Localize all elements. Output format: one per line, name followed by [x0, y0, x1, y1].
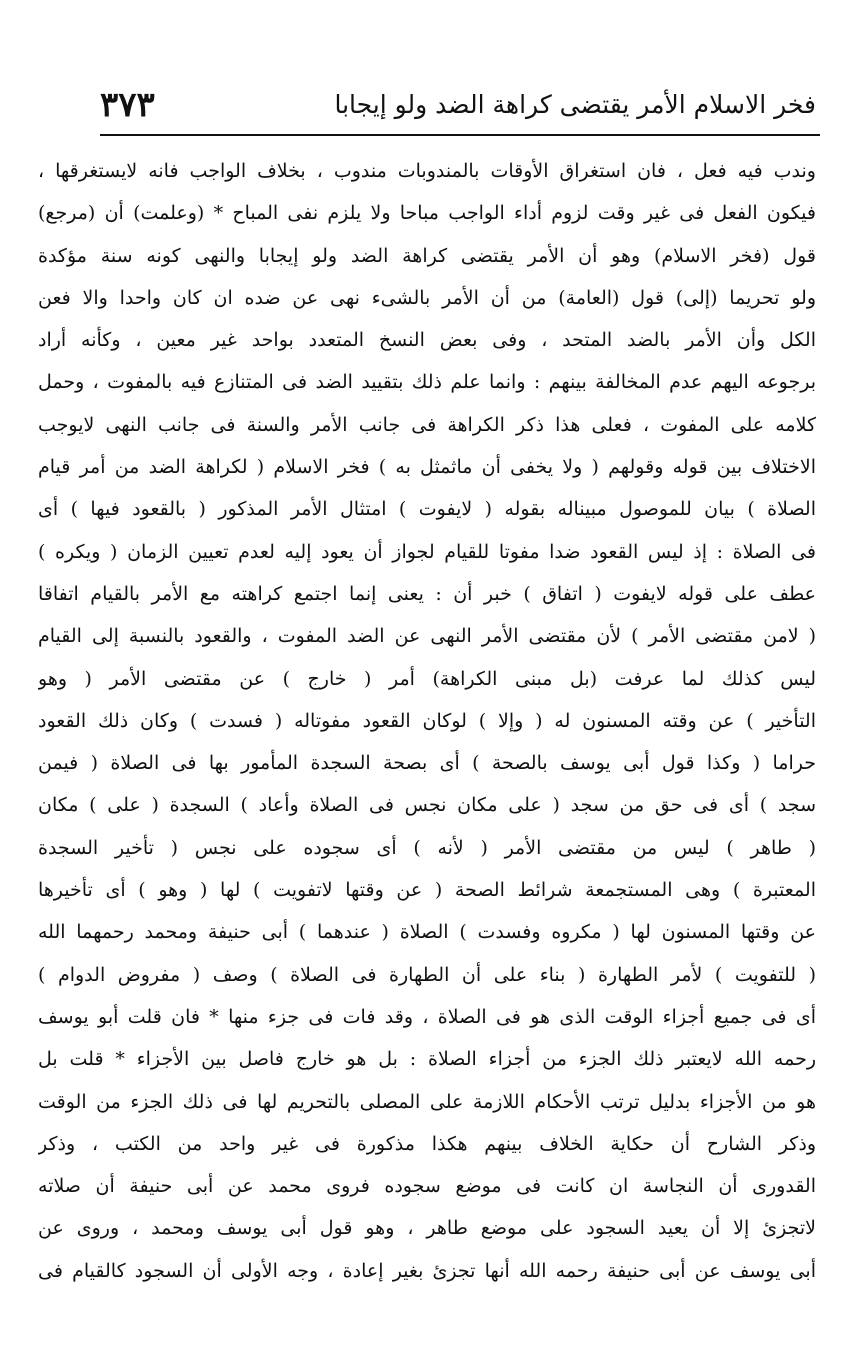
text-line: أى فى جميع أجزاء الوقت الذى هو فى الصلاة ، وقد فات فى جزء منها * فان قلت أبو يوسف [38, 1005, 816, 1028]
text-line: الكل وأن الأمر بالضد المتحد ، وفى بعض النسخ المتعدد بواحد غير معين ، وكأنه أراد [38, 329, 816, 352]
text-line: وندب فيه فعل ، فان استغراق الأوقات بالمندوبات مندوب ، بخلاف الواجب فانه لايستغرقها ، [38, 160, 816, 182]
text-line: ( طاهر ) ليس من مقتضى الأمر ( لأنه ) أى سجوده على نجس ( تأخير السجدة [38, 836, 816, 859]
page-header [100, 78, 816, 132]
text-line: ولو تحريما (إلى) قول (العامة) من أن الأمر بالشىء نهى عن ضده ان كان واحدا والا فعن [38, 286, 816, 309]
text-line: الصلاة ) بيان للموصول مبيناله بقوله ( لايفوت ) امتثال الأمر المذكور ( بالقعود فيها ) أى [38, 498, 816, 521]
text-line: عطف على قوله لايفوت ( اتفاق ) خبر أن : يعنى إنما اجتمع كراهته مع الأمر بالقيام اتفاقا [38, 582, 816, 605]
running-head: فخر الاسلام الأمر يقتضى كراهة الضد ولو إيجابا [334, 90, 816, 119]
text-line: هو من الأجزاء بدليل ترتب الأحكام اللازمة على المصلى بالتحريم لها فى ذلك الجزء من الوقت [38, 1090, 816, 1113]
text-line: حراما ( وكذا قول أبى يوسف بالصحة ) أى بصحة السجدة المأمور بها فى الصلاة ( فيمن [38, 752, 816, 775]
text-line: سجد ) أى فى حق من سجد ( على مكان نجس فى الصلاة وأعاد ) السجدة ( على ) مكان [38, 794, 816, 817]
text-line: رحمه الله لايعتبر ذلك الجزء من أجزاء الصلاة : بل هو خارج فاصل بين الأجزاء * قلت بل [38, 1048, 816, 1071]
text-line: برجوعه اليهم عدم المخالفة بينهم : وانما علم ذلك بتقييد الضد فى المتنازع فيه بالمفوت ، وحمل [38, 371, 816, 394]
text-line: أبى يوسف عن أبى حنيفة رحمه الله أنها تجزئ بغير إعادة ، وجه الأولى أن السجود كالقيام فى [38, 1259, 816, 1282]
text-line: قول (فخر الاسلام) وهو أن الأمر يقتضى كراهة الضد ولو إيجابا والنهى كونه سنة مؤكدة [38, 244, 816, 267]
text-line: فى الصلاة : إذ ليس القعود ضدا مفوتا للقيام لجواز أن يعود إليه لعدم تعيين الزمان ( ويكره ) [38, 540, 816, 563]
page-number: ٣٧٣ [100, 85, 155, 125]
body-text [38, 150, 816, 1292]
text-line: فيكون الفعل فى غير وقت لزوم أداء الواجب مباحا ولا يلزم نفى المباح * (وعلمت) أن (مرجع) [38, 202, 816, 225]
text-line: ( للتفويت ) لأمر الطهارة ( بناء على أن الطهارة فى الصلاة ) وصف ( مفروض الدوام ) [38, 963, 816, 986]
text-line: ليس كذلك لما عرفت (بل مبنى الكراهة) أمر ( خارج ) عن مقتضى الأمر ( وهو [38, 667, 816, 690]
text-line: القدورى أن النجاسة ان كانت فى موضع سجوده فروى محمد عن أبى حنيفة أن صلاته [38, 1175, 816, 1198]
text-line: لاتجزئ إلا أن يعيد السجود على موضع طاهر ، وهو قول أبى يوسف ومحمد ، وروى عن [38, 1217, 816, 1240]
text-line: وذكر الشارح أن حكاية الخلاف بينهم هكذا مذكورة فى غير واحد من الكتب ، وذكر [38, 1132, 816, 1155]
header-rule [100, 134, 820, 136]
text-line: كلامه على المفوت ، فعلى هذا ذكر الكراهة فى جانب الأمر والسنة فى جانب النهى لايوجب [38, 413, 816, 436]
text-line: المعتبرة ) وهى المستجمعة شرائط الصحة ( عن وقتها لاتفويت ) لها ( وهو ) أى تأخيرها [38, 879, 816, 902]
text-line: ( لامن مقتضى الأمر ) لأن مقتضى الأمر النهى عن الضد المفوت ، والقعود بالنسبة إلى القيام [38, 625, 816, 648]
text-line: التأخير ) عن وقته المسنون له ( وإلا ) لوكان القعود مفوتاله ( فسدت ) وكان ذلك القعود [38, 709, 816, 732]
text-line: عن وقتها المسنون لها ( مكروه وفسدت ) الصلاة ( عندهما ) أبى حنيفة ومحمد رحمهما الله [38, 921, 816, 944]
text-line: الاختلاف بين قوله وقولهم ( ولا يخفى أن ماثمثل به ) فخر الاسلام ( لكراهة الضد من أمر قيام [38, 456, 816, 479]
